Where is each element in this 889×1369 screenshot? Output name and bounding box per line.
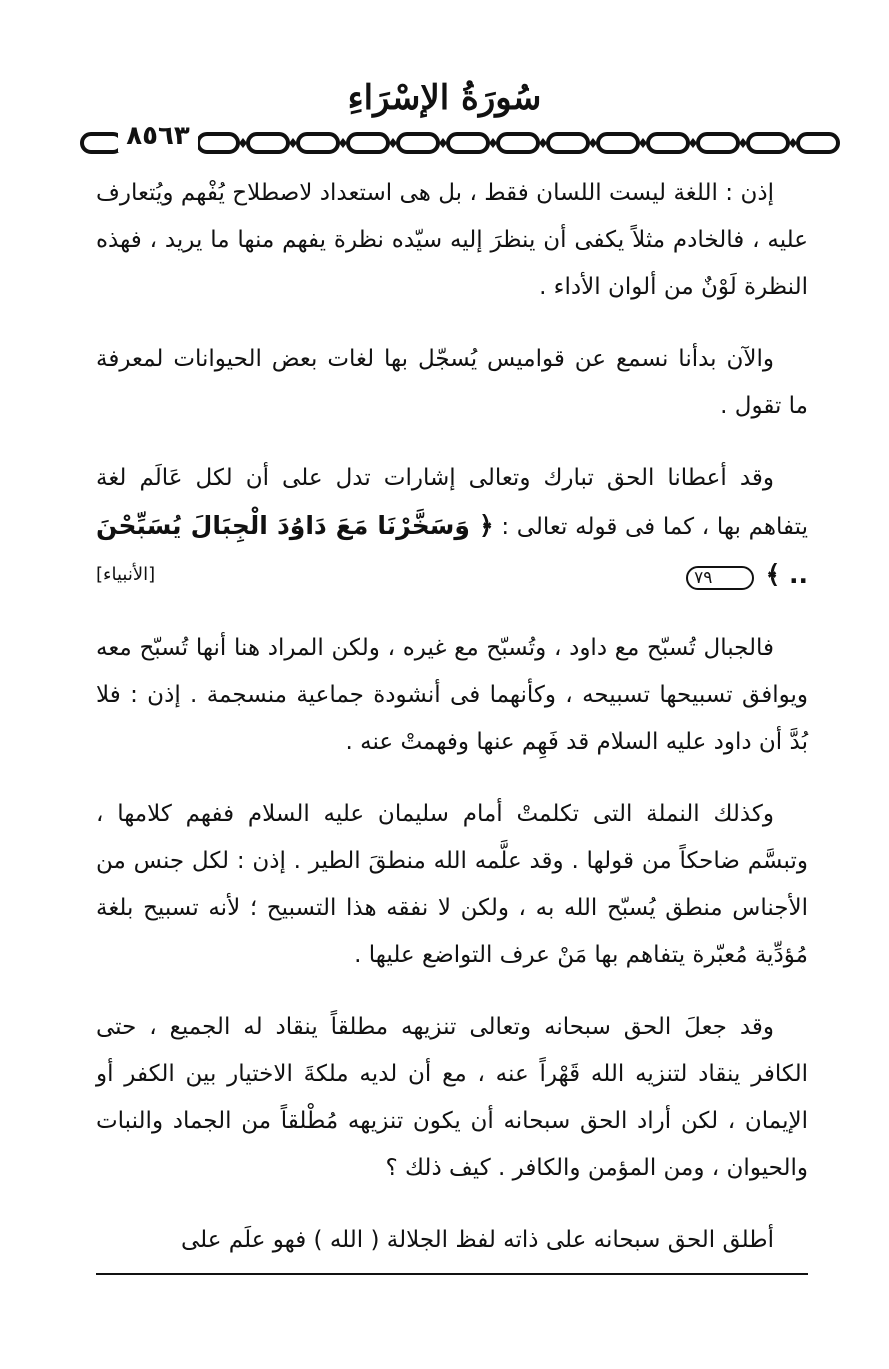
ayah-number: ٧٩ [686,566,754,590]
paragraph-4: وكذلك النملة التى تكلمتْ أمام سليمان عليه السلام ففهم كلامها ، وتبسَّم ضاحكاً من قولها . وقد علَّمه الله منطقَ الطير . إذن : لكل جنس من الأجناس منطق يُسبّح الله به ، ولكن لا نفقه هذا التسبيح ؛ لأنه تسبيح بلغة مُؤدِّية مُعبّرة يتفاهم بها مَنْ عرف التواضع عليها . [96,801,808,968]
page-body [96,170,808,1289]
footer-rule [96,1273,808,1275]
paragraph-6: أطلق الحق سبحانه على ذاته لفظ الجلالة ( الله ) فهو علَم على [180,1227,774,1253]
quote-intro: وقد أعطانا الحق تبارك وتعالى إشارات تدل على أن لكل عَالَم لغة يتفاهم بها ، كما فى قوله تعالى : [96,465,809,540]
surah-title: سُورَةُ الإسْرَاءِ [347,78,542,118]
paragraph-2: والآن بدأنا نسمع عن قواميس يُسجّل بها لغات بعض الحيوانات لمعرفة ما تقول . [96,346,808,419]
quote-paragraph [96,455,808,600]
surah-reference: [الأنبياء] [96,564,156,585]
paragraph-3: فالجبال تُسبّح مع داود ، وتُسبّح مع غيره ، ولكن المراد هنا أنها تُسبّح معه ويوافق تسبيحها تسبيحه ، وكأنهما فى أنشودة جماعية منسجمة . إذن : فلا بُدَّ أن داود عليه السلام قد فَهِم عنها وفهمتْ عنه . [96,635,808,755]
paragraph-5: وقد جعلَ الحق سبحانه وتعالى تنزيهه مطلقاً ينقاد له الجميع ، حتى الكافر ينقاد لتنزيه الله قَهْراً عنه ، مع أن لديه ملكةَ الاختيار بين الكفر أو الإيمان ، لكن أراد الحق سبحانه أن يكون تنزيهه مُطْلقاً من الجماد والنبات والحيوان ، ومن المؤمن والكافر . كيف ذلك ؟ [96,1014,808,1181]
page-number: ٨٥٦٣ [118,120,198,152]
quran-verse: ﴿ وَسَخَّرْنَا مَعَ دَاوُدَ الْجِبَالَ يُسَبِّحْنَ .. ﴾ [96,511,808,589]
paragraph-1: إذن : اللغة ليست اللسان فقط ، بل هى استعداد لاصطلاح يُفْهم ويُتعارف عليه ، فالخادم مثلاً يكفى أن ينظرَ إليه سيّده نظرة يفهم منها ما يريد ، فهذه النظرة لَوْنٌ من ألوان الأداء . [96,180,808,300]
